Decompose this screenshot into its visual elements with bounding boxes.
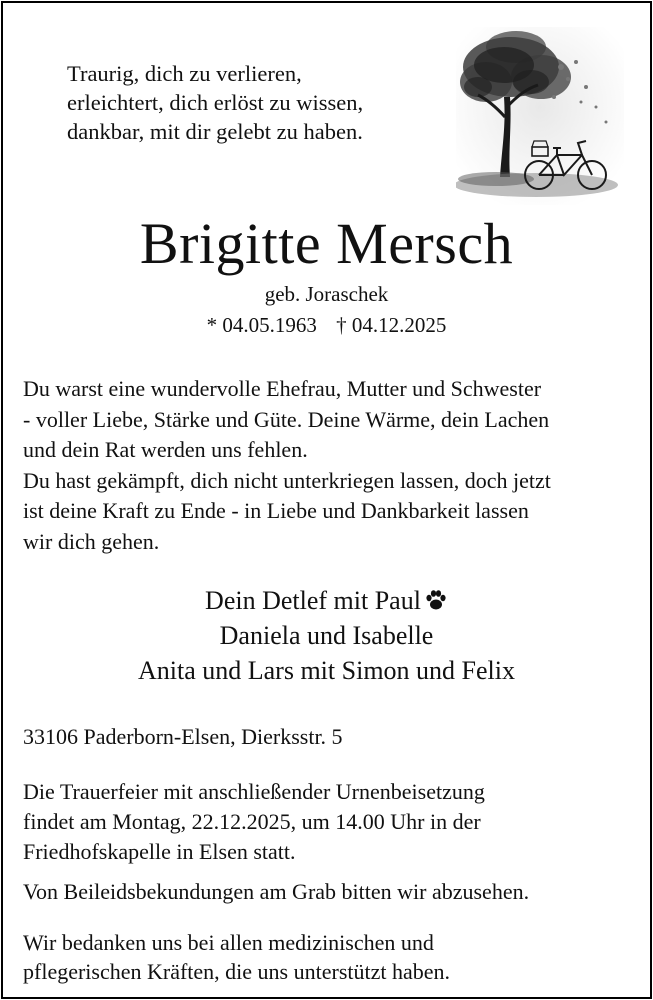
mourner-line: Daniela und Isabelle — [219, 621, 434, 650]
mourners — [3, 583, 650, 688]
maiden-name: geb. Joraschek — [264, 282, 389, 306]
thanks-line: pflegerischen Kräften, die uns unterstützt haben. — [23, 959, 451, 984]
paw-icon — [424, 589, 448, 611]
life-dates — [3, 312, 650, 338]
mourner-line-text: Dein Detlef mit Paul — [205, 586, 421, 615]
service-line: Friedhofskapelle in Elsen statt. — [23, 839, 296, 864]
tree-and-bicycle-illustration — [456, 27, 624, 205]
thanks-line: Wir bedanken uns bei allen medizinischen und — [23, 930, 434, 955]
tribute-line: - voller Liebe, Stärke und Güte. Deine Wärme, dein Lachen — [23, 406, 550, 432]
condolence-line: Von Beileidsbekundungen am Grab bitten wir abzusehen. — [23, 879, 530, 904]
mourner-line: Anita und Lars mit Simon und Felix — [138, 656, 515, 685]
tribute-line: Du hast gekämpft, dich nicht unterkriegen lassen, doch jetzt — [23, 467, 551, 493]
poem-line: dankbar, mit dir gelebt zu haben. — [67, 119, 363, 144]
tribute-text — [23, 374, 635, 557]
service-info — [23, 777, 635, 867]
death-date: † 04.12.2025 — [336, 313, 447, 337]
poem-line: Traurig, dich zu verlieren, — [67, 61, 302, 86]
birth-date: * 04.05.1963 — [206, 313, 317, 337]
obituary-notice — [1, 1, 652, 999]
mourner-line — [3, 583, 650, 618]
tribute-line: Du warst eine wundervolle Ehefrau, Mutter und Schwester — [23, 376, 542, 401]
condolence-note — [23, 878, 529, 906]
deceased-name: Brigitte Mersch — [139, 211, 514, 276]
service-line: Die Trauerfeier mit anschließender Urnenbeisetzung — [23, 779, 485, 804]
poem — [67, 59, 437, 146]
tribute-line: wir dich gehen. — [23, 528, 160, 554]
service-line: findet am Montag, 22.12.2025, um 14.00 Uhr in der — [23, 809, 481, 834]
poem-line: erleichtert, dich erlöst zu wissen, — [67, 90, 364, 115]
tribute-line: und dein Rat werden uns fehlen. — [23, 437, 308, 462]
thanks-note — [23, 928, 450, 986]
address: 33106 Paderborn-Elsen, Dierksstr. 5 — [23, 724, 343, 749]
tribute-line: ist deine Kraft zu Ende - in Liebe und Dankbarkeit lassen — [23, 498, 529, 523]
